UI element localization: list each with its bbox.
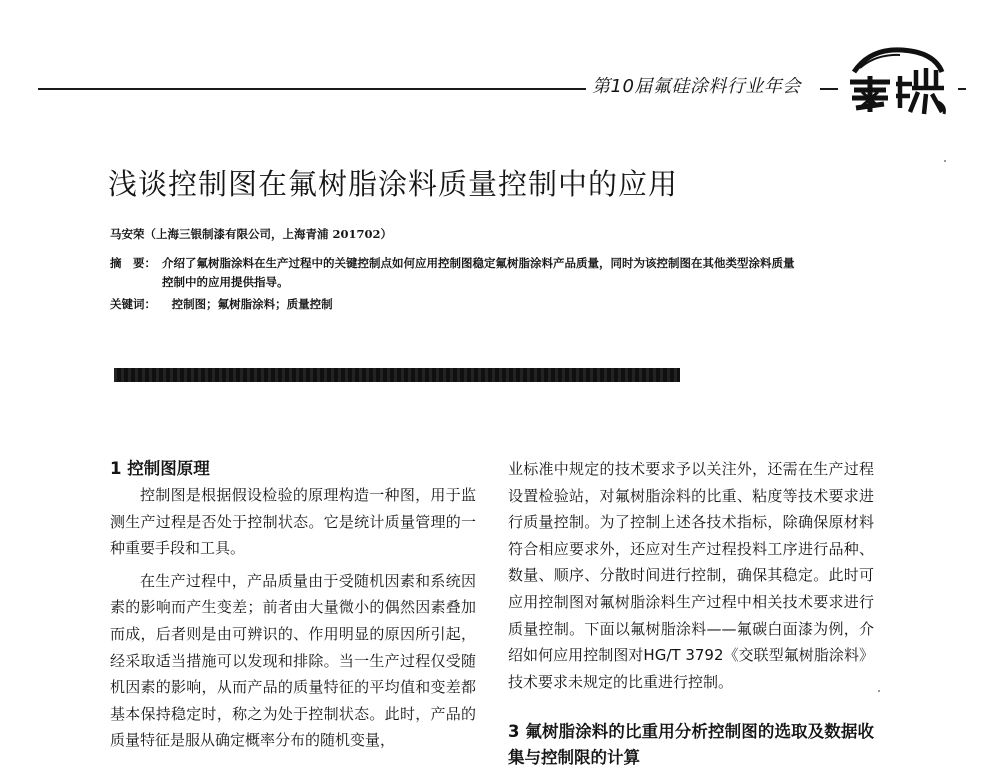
header-rule (38, 88, 586, 90)
scan-speck (878, 690, 880, 692)
abstract (110, 254, 800, 292)
body-paragraph: 业标准中规定的技术要求予以关注外，还需在生产过程设置检验站，对氟树脂涂料的比重、粘度等技术要求进行质量控制。为了控制上述各技术指标，除确保原材料符合相应要求外，还应对生产过程投料工序进行品种、数量、顺序、分散时间进行控制，确保其稳定。此时可应用控制图对氟树脂涂料生产过程中相关技术要求进行质量控制。下面以氟树脂涂料——氟碳白面漆为例，介绍如何应用控制图对HG/T 3792《交联型氟树脂涂料》技术要求未规定的比重进行控制。 (508, 460, 874, 691)
right-column (508, 456, 874, 771)
body-paragraph: 控制图是根据假设检验的原理构造一种图，用于监测生产过程是否处于控制状态。它是统计质量管理的一种重要手段和工具。 (110, 486, 476, 558)
conference-logo (840, 42, 952, 116)
redacted-scan-bar (114, 368, 680, 382)
scan-speck (944, 160, 946, 162)
body-paragraph: 在生产过程中，产品质量由于受随机因素和系统因素的影响而产生变差；前者由大量微小的偶然因素叠加而成，后者则是由可辨识的、作用明显的原因所引起，经采取适当措施可以发现和排除。当一生产过程仅受随机因素的影响，从而产品的质量特征的平均值和变差都基本保持稳定时，称之为处于控制状态。此时，产品的质量特征是服从确定概率分布的随机变量， (110, 571, 476, 750)
conference-title: 第10届氟硅涂料行业年会 (592, 76, 801, 97)
author-affiliation: 马安荣（上海三银制漆有限公司，上海青浦 201702） (110, 227, 393, 241)
abstract-label: 摘 要： (110, 256, 156, 270)
section-1-heading: 1 控制图原理 (110, 459, 210, 478)
keywords (110, 296, 333, 312)
header-dash (820, 88, 838, 90)
abstract-text: 介绍了氟树脂涂料在生产过程中的关键控制点如何应用控制图稳定氟树脂涂料产品质量，同时为该控制图在其他类型涂料质量控制中的应用提供指导。 (162, 256, 795, 289)
section-3-heading: 3 氟树脂涂料的比重用分析控制图的选取及数据收集与控制限的计算 (508, 722, 874, 768)
keywords-text: 控制图；氟树脂涂料；质量控制 (171, 297, 333, 311)
paper-title: 浅谈控制图在氟树脂涂料质量控制中的应用 (108, 167, 679, 201)
header-dash-right (958, 88, 966, 90)
running-header (0, 0, 1000, 120)
keywords-label: 关键词： (110, 297, 156, 311)
left-column (110, 456, 476, 754)
